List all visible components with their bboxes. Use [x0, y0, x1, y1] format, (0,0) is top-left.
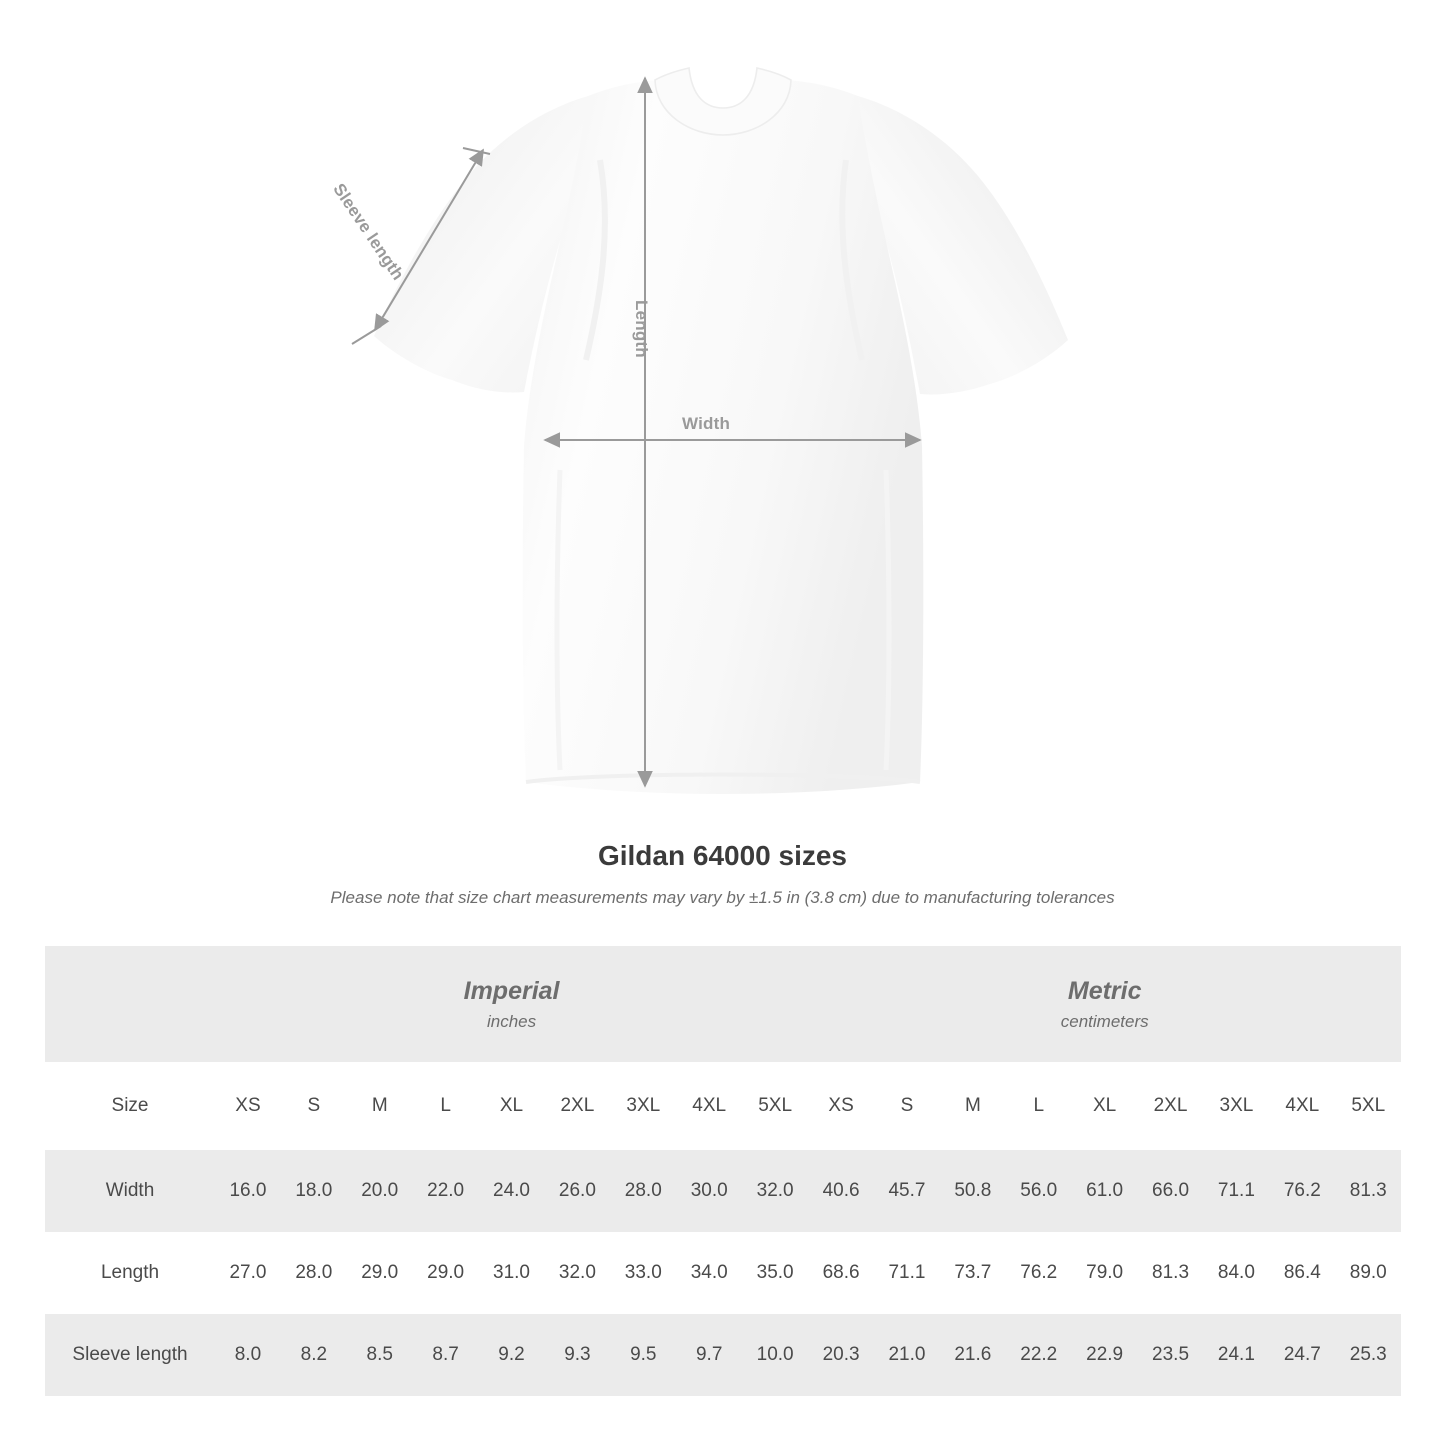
cell-width-metric-2xl: 66.0: [1138, 1150, 1204, 1232]
size-header-imperial-l: L: [413, 1062, 479, 1150]
cell-sleeve-metric-xs: 20.3: [808, 1314, 874, 1396]
cell-length-imperial-l: 29.0: [413, 1232, 479, 1314]
cell-width-imperial-l: 22.0: [413, 1150, 479, 1232]
cell-width-metric-l: 56.0: [1006, 1150, 1072, 1232]
row-label-width: Width: [45, 1150, 215, 1232]
cell-length-metric-s: 71.1: [874, 1232, 940, 1314]
cell-sleeve-metric-m: 21.6: [940, 1314, 1006, 1396]
cell-width-imperial-xl: 24.0: [479, 1150, 545, 1232]
cell-width-imperial-xs: 16.0: [215, 1150, 281, 1232]
table-row: [45, 1150, 1401, 1232]
label-length: Length: [632, 300, 651, 358]
size-header-metric-m: M: [940, 1062, 1006, 1150]
cell-sleeve-imperial-m: 8.5: [347, 1314, 413, 1396]
size-table: [45, 946, 1401, 1396]
size-header-imperial-xl: XL: [479, 1062, 545, 1150]
size-table-container: [45, 946, 1401, 1396]
tolerance-note: Please note that size chart measurements may vary by ±1.5 in (3.8 cm) due to manufacturing tolerances: [330, 888, 1115, 907]
cell-length-metric-m: 73.7: [940, 1232, 1006, 1314]
unit-system-imperial: Imperial: [463, 977, 560, 1006]
cell-width-imperial-5xl: 32.0: [742, 1150, 808, 1232]
cell-width-metric-3xl: 71.1: [1203, 1150, 1269, 1232]
cell-sleeve-imperial-4xl: 9.7: [676, 1314, 742, 1396]
size-header-imperial-xs: XS: [215, 1062, 281, 1150]
cell-sleeve-metric-3xl: 24.1: [1203, 1314, 1269, 1396]
cell-sleeve-metric-2xl: 23.5: [1138, 1314, 1204, 1396]
cell-length-metric-3xl: 84.0: [1203, 1232, 1269, 1314]
chart-heading: [0, 840, 1445, 908]
size-header-metric-l: L: [1006, 1062, 1072, 1150]
cell-width-imperial-s: 18.0: [281, 1150, 347, 1232]
unit-unit-metric: centimeters: [1060, 1011, 1149, 1031]
cell-sleeve-imperial-5xl: 10.0: [742, 1314, 808, 1396]
cell-width-metric-4xl: 76.2: [1269, 1150, 1335, 1232]
size-header-label: Size: [45, 1062, 215, 1150]
cell-sleeve-metric-4xl: 24.7: [1269, 1314, 1335, 1396]
cell-length-imperial-xl: 31.0: [479, 1232, 545, 1314]
size-header-imperial-5xl: 5XL: [742, 1062, 808, 1150]
cell-length-imperial-2xl: 32.0: [544, 1232, 610, 1314]
unit-unit-imperial: inches: [486, 1011, 537, 1031]
size-header-imperial-s: S: [281, 1062, 347, 1150]
size-header-row: [45, 1062, 1401, 1150]
page-title: Gildan 64000 sizes: [597, 840, 848, 871]
unit-group-imperial: [215, 946, 808, 1062]
cell-sleeve-imperial-2xl: 9.3: [544, 1314, 610, 1396]
size-header-imperial-3xl: 3XL: [610, 1062, 676, 1150]
cell-width-metric-xs: 40.6: [808, 1150, 874, 1232]
size-header-metric-3xl: 3XL: [1203, 1062, 1269, 1150]
size-header-metric-xl: XL: [1072, 1062, 1138, 1150]
size-header-metric-s: S: [874, 1062, 940, 1150]
cell-length-imperial-5xl: 35.0: [742, 1232, 808, 1314]
row-label-length: Length: [45, 1232, 215, 1314]
unit-header-row: [45, 946, 1401, 1062]
cell-length-metric-5xl: 89.0: [1335, 1232, 1401, 1314]
cell-width-imperial-4xl: 30.0: [676, 1150, 742, 1232]
unit-group-metric: [808, 946, 1401, 1062]
cell-width-imperial-3xl: 28.0: [610, 1150, 676, 1232]
size-header-metric-4xl: 4XL: [1269, 1062, 1335, 1150]
cell-sleeve-imperial-xl: 9.2: [479, 1314, 545, 1396]
size-header-imperial-4xl: 4XL: [676, 1062, 742, 1150]
cell-width-metric-m: 50.8: [940, 1150, 1006, 1232]
unit-system-metric: Metric: [1067, 977, 1142, 1006]
cell-length-metric-xl: 79.0: [1072, 1232, 1138, 1314]
cell-sleeve-imperial-s: 8.2: [281, 1314, 347, 1396]
cell-width-imperial-m: 20.0: [347, 1150, 413, 1232]
cell-width-metric-s: 45.7: [874, 1150, 940, 1232]
cell-width-imperial-2xl: 26.0: [544, 1150, 610, 1232]
table-row: [45, 1232, 1401, 1314]
size-header-imperial-2xl: 2XL: [544, 1062, 610, 1150]
cell-width-metric-xl: 61.0: [1072, 1150, 1138, 1232]
size-header-metric-xs: XS: [808, 1062, 874, 1150]
table-row: [45, 1314, 1401, 1396]
cell-length-imperial-xs: 27.0: [215, 1232, 281, 1314]
label-sleeve-length: Sleeve length: [329, 180, 408, 284]
size-header-metric-5xl: 5XL: [1335, 1062, 1401, 1150]
cell-length-metric-4xl: 86.4: [1269, 1232, 1335, 1314]
cell-sleeve-metric-l: 22.2: [1006, 1314, 1072, 1396]
cell-sleeve-metric-5xl: 25.3: [1335, 1314, 1401, 1396]
size-header-imperial-m: M: [347, 1062, 413, 1150]
row-label-sleeve-length: Sleeve length: [45, 1314, 215, 1396]
unit-header-spacer: [45, 946, 215, 1062]
cell-length-metric-2xl: 81.3: [1138, 1232, 1204, 1314]
cell-length-metric-l: 76.2: [1006, 1232, 1072, 1314]
cell-sleeve-imperial-3xl: 9.5: [610, 1314, 676, 1396]
cell-length-metric-xs: 68.6: [808, 1232, 874, 1314]
cell-sleeve-metric-xl: 22.9: [1072, 1314, 1138, 1396]
cell-sleeve-imperial-xs: 8.0: [215, 1314, 281, 1396]
cell-sleeve-imperial-l: 8.7: [413, 1314, 479, 1396]
size-header-metric-2xl: 2XL: [1138, 1062, 1204, 1150]
cell-length-imperial-s: 28.0: [281, 1232, 347, 1314]
cell-length-imperial-m: 29.0: [347, 1232, 413, 1314]
label-width: Width: [682, 414, 731, 433]
cell-length-imperial-4xl: 34.0: [676, 1232, 742, 1314]
cell-length-imperial-3xl: 33.0: [610, 1232, 676, 1314]
cell-sleeve-metric-s: 21.0: [874, 1314, 940, 1396]
cell-width-metric-5xl: 81.3: [1335, 1150, 1401, 1232]
